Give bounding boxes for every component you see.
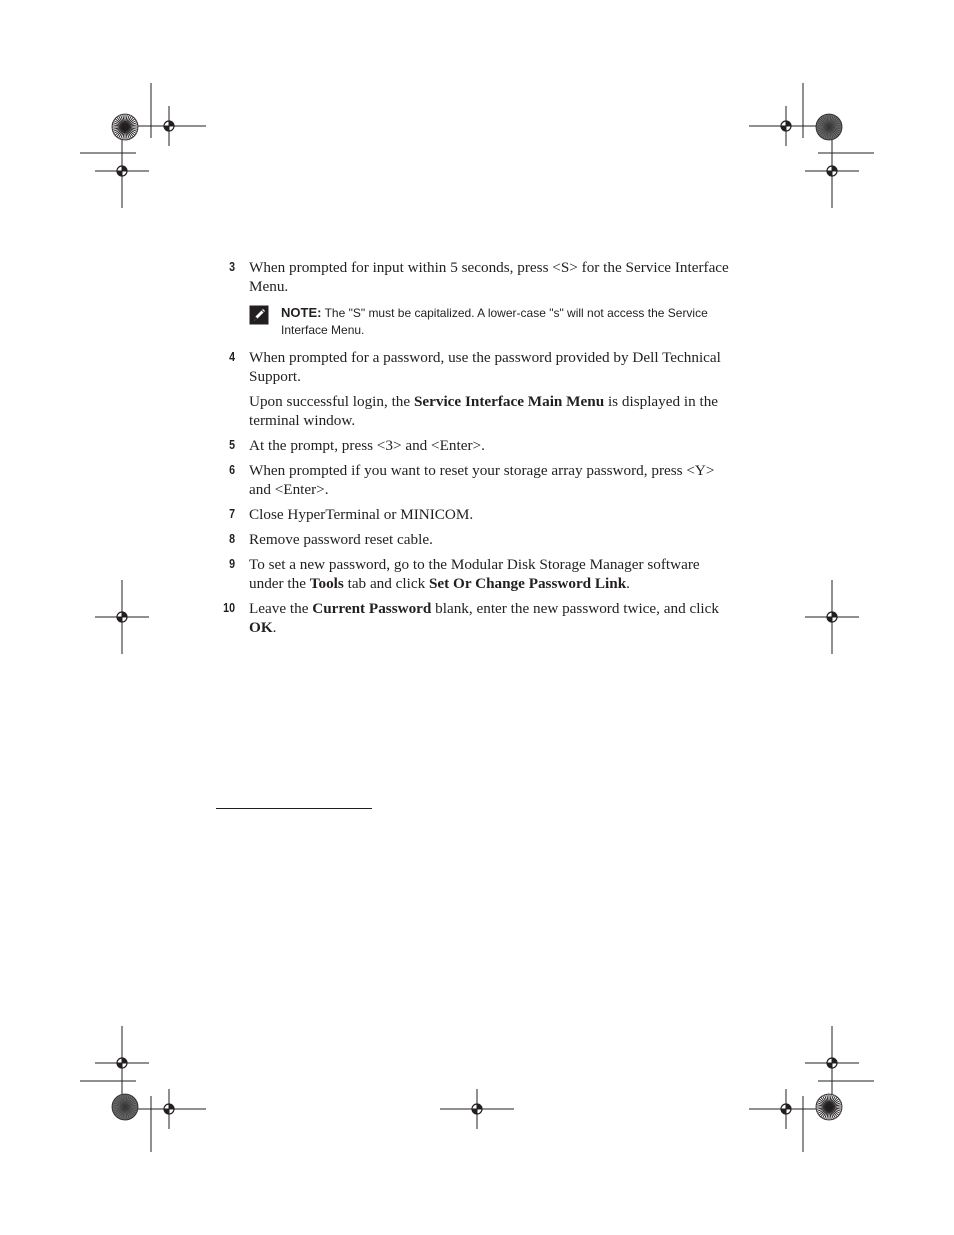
step-text bbox=[249, 599, 738, 637]
step-number: 7 bbox=[229, 507, 235, 521]
step-text bbox=[249, 505, 738, 524]
step-7 bbox=[218, 505, 738, 524]
step-number: 8 bbox=[229, 532, 235, 546]
starburst-target-icon bbox=[112, 1094, 138, 1120]
text-run: When prompted for a password, use the password provided by Dell Technical Support. bbox=[249, 349, 721, 385]
text-run: When prompted for input within 5 seconds, press <S> for the Service Interface Menu. bbox=[249, 259, 729, 295]
registration-crosshair-icon bbox=[440, 1089, 514, 1129]
text-run: Remove password reset cable. bbox=[249, 531, 433, 548]
text-run: When prompted if you want to reset your storage array password, press <Y> and <Enter>. bbox=[249, 462, 715, 498]
ui-term: Service Interface Main Menu bbox=[413, 393, 605, 410]
step-3 bbox=[218, 258, 738, 339]
step-number: 6 bbox=[229, 463, 235, 477]
step-9 bbox=[218, 555, 738, 593]
text-run: At the prompt, press <3> and <Enter>. bbox=[249, 437, 485, 454]
step-number: 5 bbox=[229, 438, 235, 452]
ui-term: Tools bbox=[309, 575, 344, 592]
step-number: 4 bbox=[229, 350, 235, 364]
ui-term: Set Or Change Password Link bbox=[428, 575, 627, 592]
registration-crosshair-icon bbox=[95, 580, 149, 654]
note-text: The "S" must be capitalized. A lower-case "s" will not access the Service Interface Menu. bbox=[281, 306, 708, 337]
step-number: 9 bbox=[229, 557, 235, 571]
registration-crosshair-icon bbox=[805, 1026, 859, 1100]
text-run: Upon successful login, the bbox=[249, 393, 414, 410]
step-text bbox=[249, 258, 738, 296]
registration-crosshair-icon bbox=[805, 134, 859, 208]
registration-crosshair-icon bbox=[805, 580, 859, 654]
step-number: 10 bbox=[223, 601, 235, 615]
registration-crosshair-icon bbox=[95, 134, 149, 208]
registration-crosshair-icon bbox=[749, 1089, 823, 1129]
text-run: Close HyperTerminal or MINICOM. bbox=[249, 506, 474, 523]
ui-term: Current Password bbox=[312, 600, 432, 617]
text-run: is displayed in the terminal window. bbox=[249, 393, 719, 429]
starburst-target-icon bbox=[816, 114, 842, 140]
step-number: 3 bbox=[229, 260, 235, 274]
text-run: tab and click bbox=[343, 575, 429, 592]
registration-crosshair-icon bbox=[132, 106, 206, 146]
footnote-divider bbox=[216, 808, 372, 809]
registration-crosshair-icon bbox=[749, 106, 823, 146]
pencil-note-icon bbox=[249, 305, 269, 325]
starburst-target-icon bbox=[112, 114, 138, 140]
text-run: Leave the bbox=[249, 600, 313, 617]
note-callout bbox=[249, 304, 738, 339]
registration-crosshair-icon bbox=[95, 1026, 149, 1100]
step-10 bbox=[218, 599, 738, 637]
registration-crosshair-icon bbox=[132, 1089, 206, 1129]
text-run: To set a new password, go to the Modular Disk Storage Manager software under the bbox=[249, 556, 700, 592]
step-text bbox=[249, 461, 738, 499]
step-6 bbox=[218, 461, 738, 499]
note-label: NOTE: bbox=[281, 305, 322, 320]
step-4 bbox=[218, 348, 738, 430]
step-text bbox=[249, 348, 738, 386]
ui-term: OK bbox=[249, 619, 273, 636]
text-run: blank, enter the new password twice, and click bbox=[431, 600, 719, 617]
step-5 bbox=[218, 436, 738, 455]
step-followup-text bbox=[249, 392, 738, 430]
step-text bbox=[249, 436, 738, 455]
step-text bbox=[249, 555, 738, 593]
text-run: . bbox=[626, 575, 630, 592]
step-text bbox=[249, 530, 738, 549]
text-run: . bbox=[272, 619, 277, 636]
starburst-target-icon bbox=[816, 1094, 842, 1120]
procedure-steps bbox=[218, 258, 738, 643]
step-8 bbox=[218, 530, 738, 549]
